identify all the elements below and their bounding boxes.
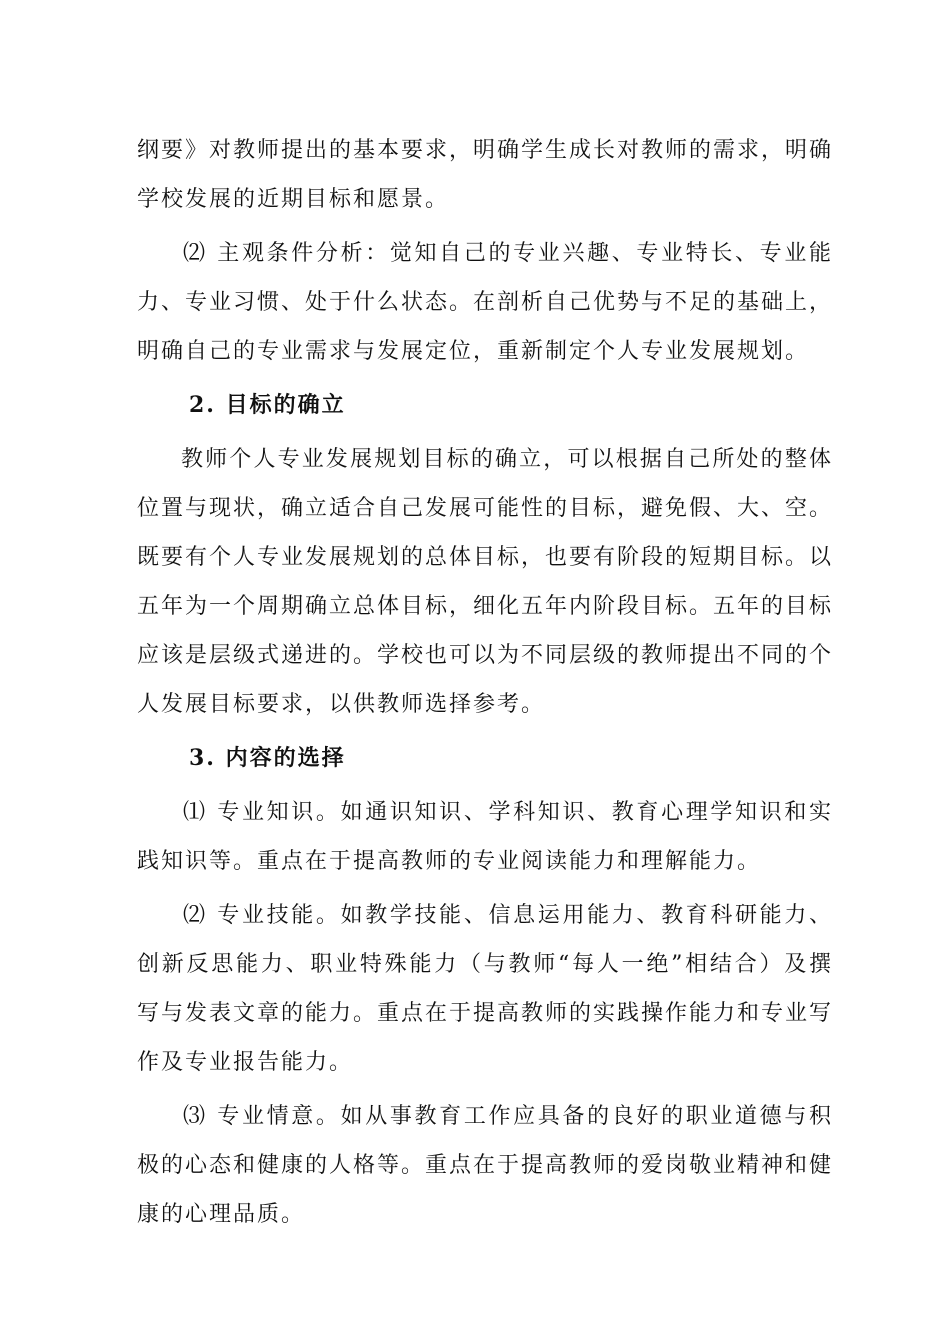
section-heading-content: 3. 内容的选择 (189, 745, 346, 771)
section-heading-goals: 2. 目标的确立 (189, 392, 346, 418)
list-item-skills: ⑵ 专业技能。如教学技能、信息运用能力、教育科研能力、创新反思能力、职业特殊能力（与教师“每人一绝”相结合）及撰写与发表文章的能力。重点在于提高教师的实践操作能力和专业写作及专业报告能力。 (137, 903, 834, 1075)
paragraph-goals: 教师个人专业发展规划目标的确立，可以根据自己所处的整体位置与现状，确立适合自己发展可能性的目标，避免假、大、空。既要有个人专业发展规划的总体目标，也要有阶段的短期目标。以五年为一个周期确立总体目标，细化五年内阶段目标。五年的目标应该是层级式递进的。学校也可以为不同层级的教师提出不同的个人发展目标要求，以供教师选择参考。 (137, 447, 834, 717)
list-item-knowledge: ⑴ 专业知识。如通识知识、学科知识、教育心理学知识和实践知识等。重点在于提高教师的专业阅读能力和理解能力。 (137, 800, 833, 874)
paragraph-continuation: 纲要》对教师提出的基本要求，明确学生成长对教师的需求，明确学校发展的近期目标和愿景。 (137, 138, 834, 212)
document-body (137, 126, 833, 1239)
list-item-sentiment: ⑶ 专业情意。如从事教育工作应具备的良好的职业道德与积极的心态和健康的人格等。重点在于提高教师的爱岗敬业精神和健康的心理品质。 (137, 1104, 834, 1227)
paragraph-subjective-analysis: ⑵ 主观条件分析：觉知自己的专业兴趣、专业特长、专业能力、专业习惯、处于什么状态。在剖析自己优势与不足的基础上，明确自己的专业需求与发展定位，重新制定个人专业发展规划。 (137, 241, 834, 364)
